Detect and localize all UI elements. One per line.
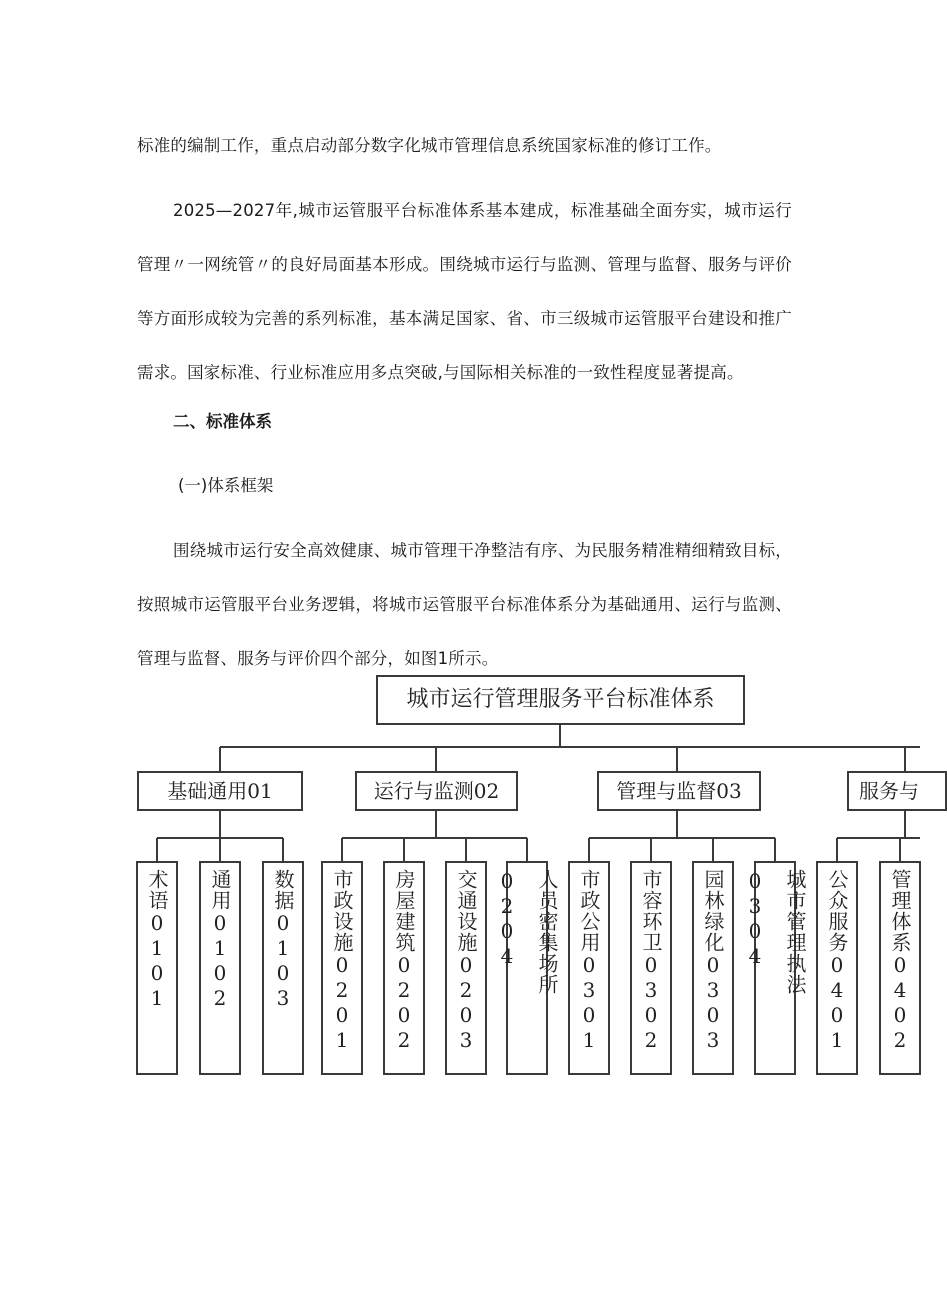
- leaf-node: 房屋建筑0202: [383, 861, 425, 1075]
- leaf-node: 园林绿化0303: [692, 861, 734, 1075]
- leaf-node: 术语0101: [136, 861, 178, 1075]
- leaf-node: 市容环卫0302: [630, 861, 672, 1075]
- standard-system-diagram: [0, 668, 920, 1088]
- paragraph-2: 2025—2027年,城市运管服平台标准体系基本建成，标准基础全面夯实，城市运行管理〃一网统管〃的良好局面基本形成。围绕城市运行与监测、管理与监督、服务与评价等方面形成较为完善的系列标准，基本满足国家、省、市三级城市运管服平台建设和推广需求。国家标准、行业标准应用多点突破,与国际相关标准的一致性程度显著提高。: [137, 201, 792, 382]
- leaf-node: 城市管理执法0304: [754, 861, 796, 1075]
- leaf-node: 管理体系0402: [879, 861, 921, 1075]
- leaf-node: 公众服务0401: [816, 861, 858, 1075]
- leaf-node: 市政设施0201: [321, 861, 363, 1075]
- category-node-service: 服务与: [847, 771, 947, 811]
- leaf-node: 人员密集场所0204: [506, 861, 548, 1075]
- subsection-heading: (一)体系框架: [178, 476, 274, 495]
- category-node-management: 管理与监督03: [597, 771, 761, 811]
- paragraph-3: 围绕城市运行安全高效健康、城市管理干净整洁有序、为民服务精准精细精致目标，按照城市运管服平台业务逻辑，将城市运管服平台标准体系分为基础通用、运行与监测、管理与监督、服务与评价四个部分，如图1所示。: [137, 541, 792, 668]
- leaf-node: 数据0103: [262, 861, 304, 1075]
- leaf-node: 交通设施0203: [445, 861, 487, 1075]
- root-node: 城市运行管理服务平台标准体系: [376, 675, 745, 725]
- category-node-operation: 运行与监测02: [355, 771, 518, 811]
- section-heading: 二、标准体系: [173, 412, 272, 431]
- paragraph-1: 标准的编制工作，重点启动部分数字化城市管理信息系统国家标准的修订工作。: [137, 136, 722, 155]
- leaf-node: 通用0102: [199, 861, 241, 1075]
- leaf-node: 市政公用0301: [568, 861, 610, 1075]
- category-node-foundation: 基础通用01: [137, 771, 303, 811]
